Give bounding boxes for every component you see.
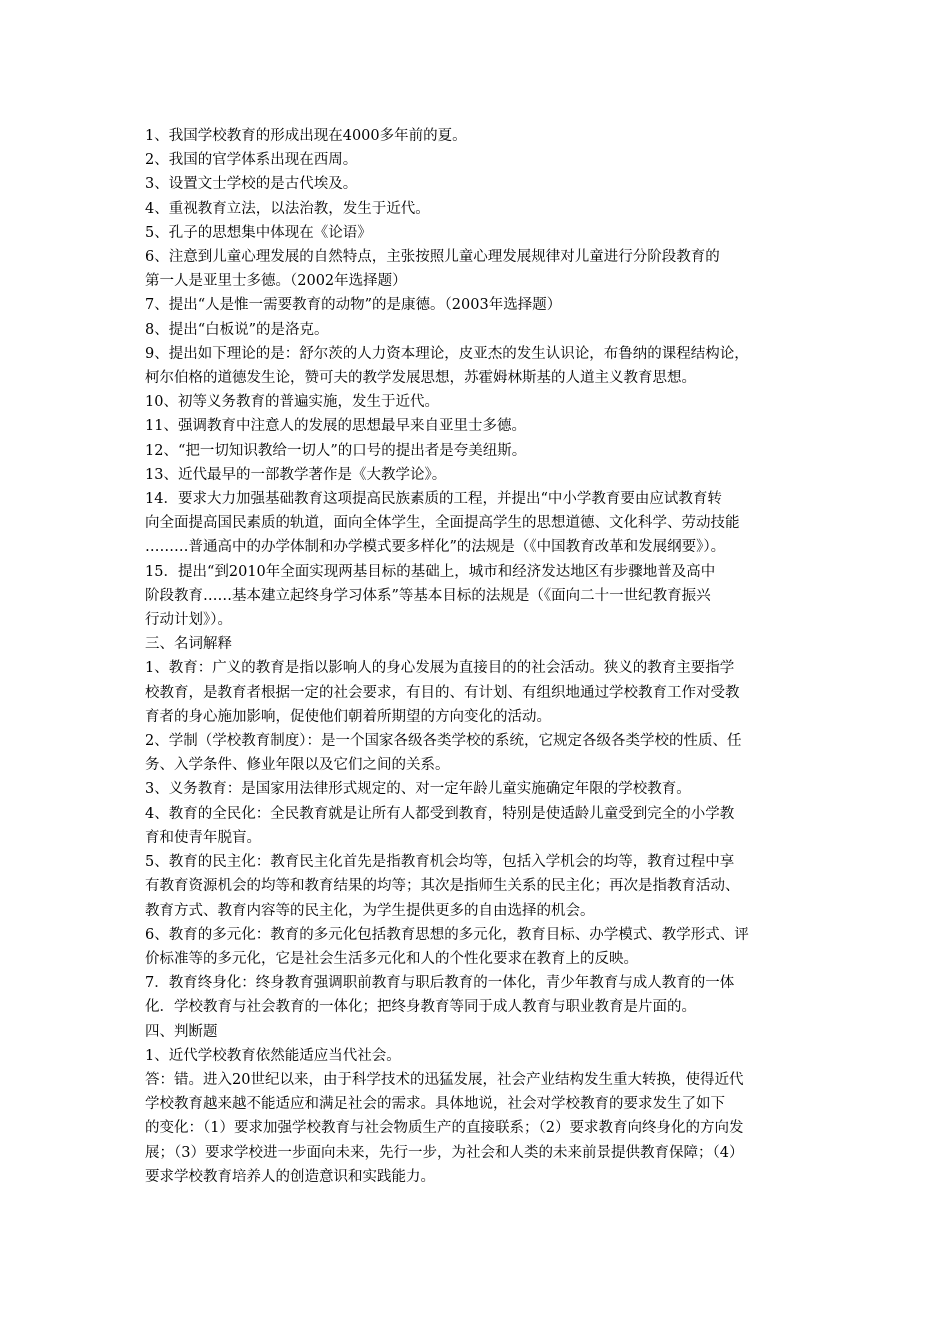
text-line: 有教育资源机会的均等和教育结果的均等；其次是指师生关系的民主化；再次是指教育活动、 — [145, 878, 740, 895]
text-line: 2、我国的官学体系出现在西周。 — [145, 152, 358, 169]
text-line: 的变化：（1）要求加强学校教育与社会物质生产的直接联系；（2）要求教育向终身化的方向发 — [145, 1120, 744, 1137]
text-line: 13、近代最早的一部教学著作是《大教学论》。 — [145, 466, 447, 483]
text-line: 2、学制（学校教育制度）：是一个国家各级各类学校的系统，它规定各级各类学校的性质、任 — [145, 733, 742, 750]
text-line: 三、名词解释 — [145, 636, 232, 653]
text-line: 学校教育越来越不能适应和满足社会的需求。具体地说，社会对学校教育的要求发生了如下 — [145, 1096, 725, 1113]
text-line: 4、重视教育立法，以法治教，发生于近代。 — [145, 200, 430, 217]
text-line: 育和使青年脱盲。 — [145, 829, 261, 846]
text-line: ………普通高中的办学体制和办学模式要多样化”的法规是（《中国教育改革和发展纲要》）。 — [145, 539, 726, 556]
text-line: 1、近代学校教育依然能适应当代社会。 — [145, 1047, 401, 1064]
text-line: 展；（3）要求学校进一步面向未来，先行一步，为社会和人类的未来前景提供教育保障；（4） — [145, 1144, 744, 1161]
text-line: 6、教育的多元化：教育的多元化包括教育思想的多元化，教育目标、办学模式、教学形式、评 — [145, 926, 749, 943]
document-body — [145, 124, 825, 1189]
text-line: 9、提出如下理论的是：舒尔茨的人力资本理论，皮亚杰的发生认识论，布鲁纳的课程结构论， — [145, 345, 749, 362]
text-line: 教育方式、教育内容等的民主化，为学生提供更多的自由选择的机会。 — [145, 902, 595, 919]
text-line: 行动计划》）。 — [145, 612, 232, 629]
text-line: 务、入学条件、修业年限以及它们之间的关系。 — [145, 757, 450, 774]
text-line: 向全面提高国民素质的轨道，面向全体学生，全面提高学生的思想道德、文化科学、劳动技能 — [145, 515, 740, 532]
text-line: 15．提出“到2010年全面实现两基目标的基础上，城市和经济发达地区有步骤地普及高中 — [145, 563, 716, 580]
text-line: 10、初等义务教育的普遍实施，发生于近代。 — [145, 394, 439, 411]
text-line: 柯尔伯格的道德发生论，赞可夫的教学发展思想，苏霍姆林斯基的人道主义教育思想。 — [145, 370, 696, 387]
text-line: 4、教育的全民化：全民教育就是让所有人都受到教育，特别是使适龄儿童受到完全的小学教 — [145, 805, 735, 822]
text-line: 阶段教育……基本建立起终身学习体系”等基本目标的法规是（《面向二十一世纪教育振兴 — [145, 587, 711, 604]
text-line: 要求学校教育培养人的创造意识和实践能力。 — [145, 1168, 435, 1185]
text-line: 14．要求大力加强基础教育这项提高民族素质的工程，并提出“中小学教育要由应试教育转 — [145, 491, 722, 508]
text-line: 7．教育终身化：终身教育强调职前教育与职后教育的一体化，青少年教育与成人教育的一体 — [145, 975, 735, 992]
text-line: 价标准等的多元化，它是社会生活多元化和人的个性化要求在教育上的反映。 — [145, 950, 638, 967]
text-line: 5、教育的民主化：教育民主化首先是指教育机会均等，包括入学机会的均等，教育过程中享 — [145, 854, 735, 871]
text-line: 育者的身心施加影响，促使他们朝着所期望的方向变化的活动。 — [145, 708, 551, 725]
text-line: 3、义务教育：是国家用法律形式规定的、对一定年龄儿童实施确定年限的学校教育。 — [145, 781, 691, 798]
text-line: 1、我国学校教育的形成出现在4000多年前的夏。 — [145, 128, 467, 144]
text-line: 校教育，是教育者根据一定的社会要求，有目的、有计划、有组织地通过学校教育工作对受教 — [145, 684, 740, 701]
text-line: 1、教育：广义的教育是指以影响人的身心发展为直接目的的社会活动。狭义的教育主要指学 — [145, 660, 735, 677]
text-line: 11、强调教育中注意人的发展的思想最早来自亚里士多德。 — [145, 418, 526, 435]
text-line: 化．学校教育与社会教育的一体化；把终身教育等同于成人教育与职业教育是片面的。 — [145, 999, 696, 1016]
text-line: 8、提出“白板说”的是洛克。 — [145, 321, 329, 338]
text-line: 3、设置文士学校的是古代埃及。 — [145, 176, 358, 193]
text-line: 第一人是亚里士多德。（2002年选择题） — [145, 273, 407, 290]
text-line: 答：错。进入20世纪以来，由于科学技术的迅猛发展，社会产业结构发生重大转换，使得近代 — [145, 1071, 744, 1088]
text-line: 5、孔子的思想集中体现在《论语》 — [145, 224, 372, 241]
text-line: 6、注意到儿童心理发展的自然特点，主张按照儿童心理发展规律对儿童进行分阶段教育的 — [145, 249, 720, 266]
text-line: 12、“把一切知识教给一切人”的口号的提出者是夸美纽斯。 — [145, 442, 527, 459]
text-line: 7、提出“人是惟一需要教育的动物”的是康德。（2003年选择题） — [145, 297, 562, 314]
text-line: 四、判断题 — [145, 1023, 218, 1040]
